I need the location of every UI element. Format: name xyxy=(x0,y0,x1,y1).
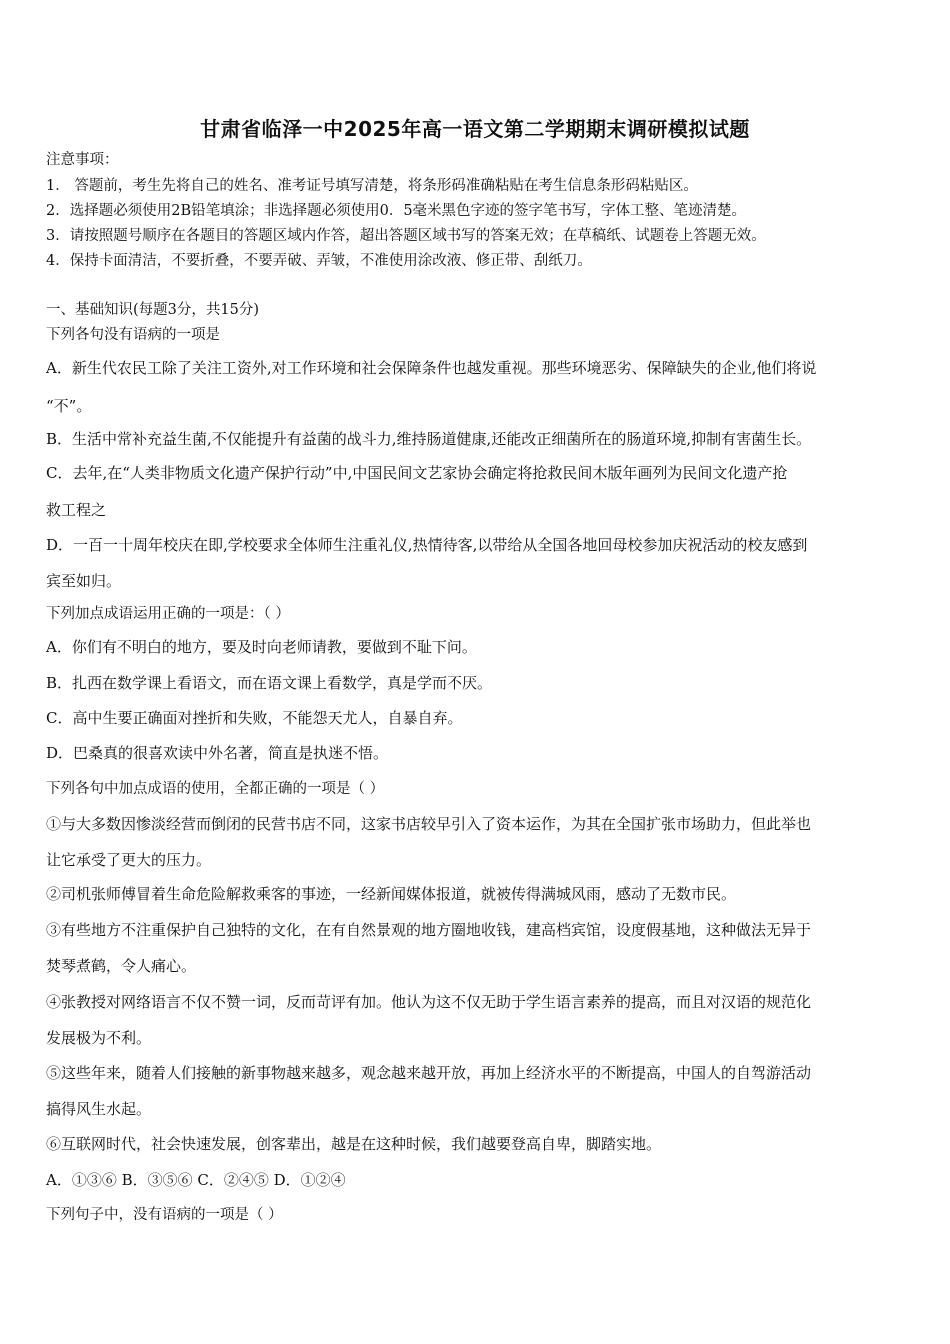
question-3-sentence-3-cont: 焚琴煮鹤，令人痛心。 xyxy=(46,957,197,975)
notice-item-3: 3．请按照题号顺序在各题目的答题区域内作答，超出答题区域书写的答案无效；在草稿纸、试题卷上答题无效。 xyxy=(46,228,766,244)
question-4-stem: 下列句子中，没有语病的一项是（ ） xyxy=(46,1207,283,1223)
question-2-option-b: B．扎西在数学课上看语文，而在语文课上看数学，真是学而不厌。 xyxy=(46,674,493,692)
question-1-option-a-cont: “不”。 xyxy=(46,397,92,415)
question-3-sentence-1-cont: 让它承受了更大的压力。 xyxy=(46,851,212,869)
question-1-option-c: C．去年,在“人类非物质文化遗产保护行动”中,中国民间文艺家协会确定将抢救民间木版年画列为民间文化遗产抢 xyxy=(46,464,788,482)
question-3-options: A．①③⑥ B．③⑤⑥ C．②④⑤ D．①②④ xyxy=(46,1171,346,1189)
notice-heading: 注意事项： xyxy=(46,152,119,168)
question-1-option-d-cont: 宾至如归。 xyxy=(46,572,122,590)
question-3-sentence-1: ①与大多数因惨淡经营而倒闭的民营书店不同，这家书店较早引入了资本运作，为其在全国扩张市场助力，但此举也 xyxy=(46,815,812,833)
question-3-sentence-4: ④张教授对网络语言不仅不赞一词，反而苛评有加。他认为这不仅无助于学生语言素养的提高，而且对汉语的规范化 xyxy=(46,993,812,1011)
question-2-option-a: A．你们有不明白的地方，要及时向老师请教，要做到不耻下问。 xyxy=(46,638,477,656)
question-3-sentence-2: ②司机张师傅冒着生命危险解救乘客的事迹，一经新闻媒体报道，就被传得满城风雨，感动了无数市民。 xyxy=(46,885,737,903)
notice-item-1: 1． 答题前，考生先将自己的姓名、准考证号填写清楚，将条形码准确粘贴在考生信息条形码粘贴区。 xyxy=(46,178,698,194)
page-title: 甘肃省临泽一中2025年高一语文第二学期期末调研模拟试题 xyxy=(200,117,750,141)
question-3-sentence-5: ⑤这些年来，随着人们接触的新事物越来越多，观念越来越开放，再加上经济水平的不断提高，中国人的自驾游活动 xyxy=(46,1064,812,1082)
question-3-sentence-5-cont: 搞得风生水起。 xyxy=(46,1100,152,1118)
notice-item-4: 4．保持卡面清洁，不要折叠，不要弄破、弄皱，不准使用涂改液、修正带、刮纸刀。 xyxy=(46,253,592,269)
question-3-sentence-6: ⑥互联网时代，社会快速发展，创客辈出，越是在这种时候，我们越要登高自卑，脚踏实地。 xyxy=(46,1135,662,1153)
question-1-option-c-cont: 救工程之 xyxy=(46,501,107,519)
question-1-option-a: A．新生代农民工除了关注工资外,对工作环境和社会保障条件也越发重视。那些环境恶劣、保障缺失的企业,他们将说 xyxy=(46,359,817,377)
question-3-sentence-4-cont: 发展极为不利。 xyxy=(46,1029,152,1047)
notice-item-2: 2．选择题必须使用2B铅笔填涂；非选择题必须使用0．5毫米黑色字迹的签字笔书写，字体工整、笔迹清楚。 xyxy=(46,203,747,219)
question-3-sentence-3: ③有些地方不注重保护自己独特的文化，在有自然景观的地方圈地收钱，建高档宾馆，设度假基地，这种做法无异于 xyxy=(46,921,812,939)
question-1-option-b: B．生活中常补充益生菌,不仅能提升有益菌的战斗力,维持肠道健康,还能改正细菌所在的肠道环境,抑制有害菌生长。 xyxy=(46,430,812,448)
question-1-option-d: D．一百一十周年校庆在即,学校要求全体师生注重礼仪,热情待客,以带给从全国各地回母校参加庆祝活动的校友感到 xyxy=(46,536,808,554)
question-2-option-d: D．巴桑真的很喜欢读中外名著，简直是执迷不悟。 xyxy=(46,744,389,762)
question-2-stem: 下列加点成语运用正确的一项是：（ ） xyxy=(46,606,290,622)
section-heading: 一、基础知识(每题3分，共15分) xyxy=(46,302,259,318)
question-3-stem: 下列各句中加点成语的使用，全都正确的一项是（ ） xyxy=(46,781,385,797)
question-2-option-c: C．高中生要正确面对挫折和失败，不能怨天尤人，自暴自弃。 xyxy=(46,709,463,727)
question-1-stem: 下列各句没有语病的一项是 xyxy=(46,327,220,343)
